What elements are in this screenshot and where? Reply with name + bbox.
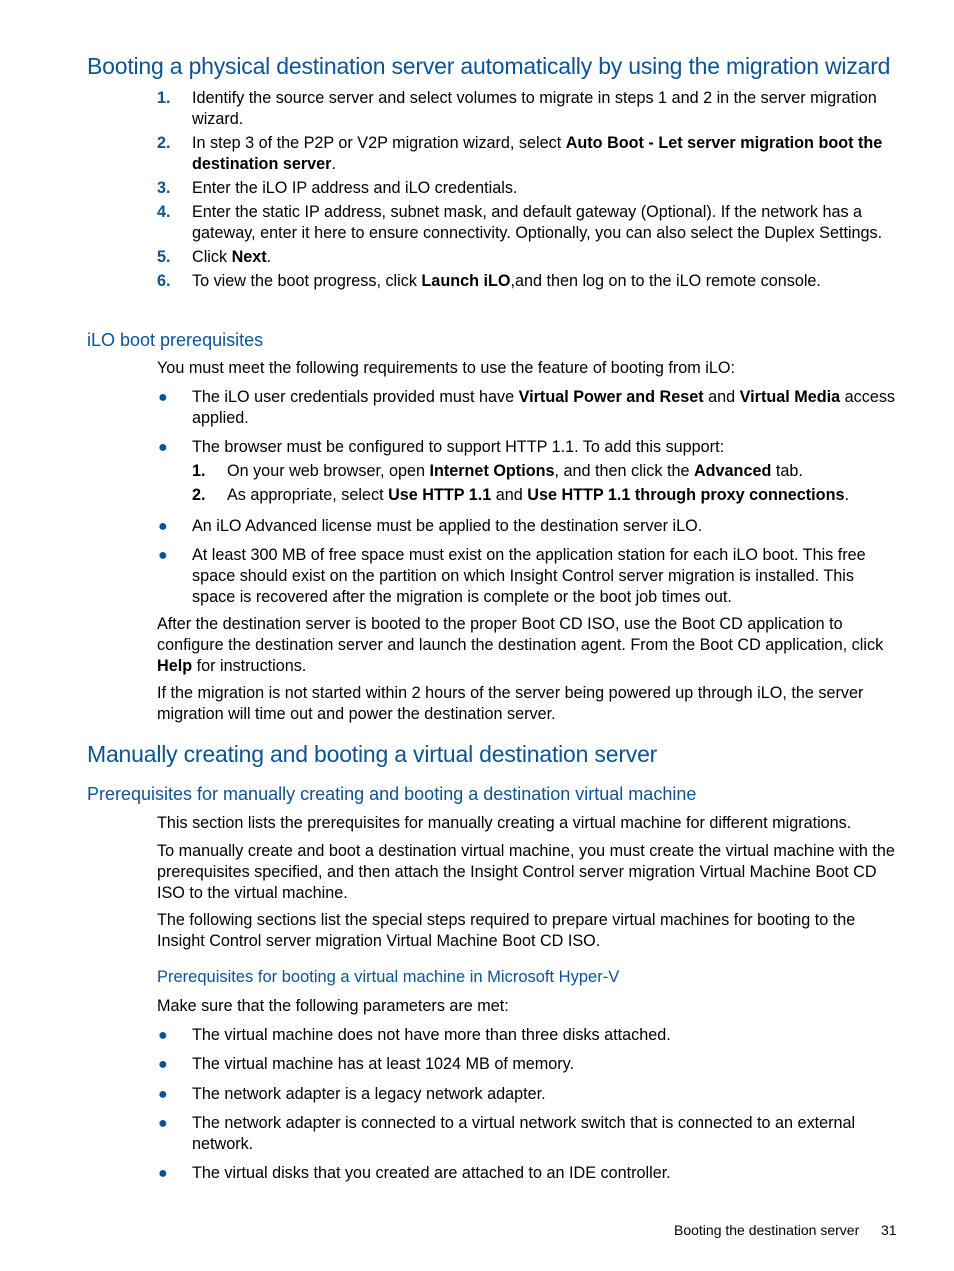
bullet-dot-icon: ●	[158, 389, 168, 406]
hyperv-list	[157, 1025, 899, 1184]
bullet-text: The browser must be configured to support HTTP 1.1. To add this support:	[192, 438, 725, 456]
step-text: In step 3 of the P2P or V2P migration wizard, select	[192, 134, 566, 152]
step-text: Enter the iLO IP address and iLO credentials.	[192, 179, 518, 197]
bullet-dot-icon: ●	[158, 547, 168, 564]
bullet-text: The virtual machine has at least 1024 MB of memory.	[192, 1055, 575, 1073]
step-number: 4.	[157, 203, 171, 221]
bullet-dot-icon: ●	[158, 1165, 168, 1182]
step-number: 1.	[157, 89, 171, 107]
prereq-vm-para3: The following sections list the special steps required to prepare virtual machines for booting to the Insight Control server migration Virtual Machine Boot CD ISO.	[157, 911, 856, 950]
list-item	[157, 437, 899, 506]
substep-number: 2.	[192, 486, 206, 504]
step-text: To view the boot progress, click	[192, 272, 422, 290]
bullet-dot-icon: ●	[158, 1056, 168, 1073]
footer-section-title: Booting the destination server	[674, 1222, 860, 1238]
substep-text: and	[491, 486, 528, 504]
list-item	[192, 461, 899, 482]
bullet-text: The virtual disks that you created are attached to an IDE controller.	[192, 1164, 671, 1182]
ui-label-use-http-proxy: Use HTTP 1.1 through proxy connections	[527, 486, 845, 504]
bullet-text: and	[703, 388, 740, 406]
ui-label-internet-options: Internet Options	[429, 462, 555, 480]
auto-boot-steps	[157, 88, 899, 292]
bullet-text: The network adapter is a legacy network adapter.	[192, 1085, 546, 1103]
bullet-dot-icon: ●	[158, 1027, 168, 1044]
heading-prereq-vm: Prerequisites for manually creating and booting a destination virtual machine	[87, 784, 697, 804]
substep-number: 1.	[192, 462, 206, 480]
list-item	[157, 1025, 899, 1046]
heading-ilo-prerequisites: iLO boot prerequisites	[87, 330, 264, 350]
boot-cd-paragraph	[157, 614, 899, 677]
substep-text: , and then click the	[554, 462, 694, 480]
heading-manual-virtual: Manually creating and booting a virtual destination server	[87, 741, 658, 767]
bullet-text: The iLO user credentials provided must have	[192, 388, 519, 406]
heading-auto-boot: Booting a physical destination server automatically by using the migration wizard	[87, 53, 891, 79]
bullet-dot-icon: ●	[158, 518, 168, 535]
ilo-requirements-list	[157, 387, 899, 608]
list-item	[157, 516, 899, 537]
ui-label-next: Next	[231, 248, 267, 266]
ui-label-virtual-power: Virtual Power and Reset	[518, 388, 704, 406]
paragraph-text: for instructions.	[192, 657, 307, 675]
footer-page-number: 31	[881, 1222, 897, 1238]
step-number: 2.	[157, 134, 171, 152]
paragraph-text: After the destination server is booted to the proper Boot CD ISO, use the Boot CD application to configure the destination server and launch the destination agent. From the Boot CD application, click	[157, 615, 884, 654]
ui-label-help: Help	[157, 657, 193, 675]
prereq-vm-para2: To manually create and boot a destination virtual machine, you must create the virtual machine with the prerequisites specified, and then attach the Insight Control server migration Virtual Machine Boot CD ISO to the virtual machine.	[157, 842, 895, 902]
step-text: .	[266, 248, 272, 266]
list-item	[157, 1113, 899, 1155]
substep-text: .	[844, 486, 849, 504]
list-item	[157, 202, 899, 244]
step-text: .	[331, 155, 336, 173]
ui-label-auto-boot: Auto Boot - Let server migration boot the destination server	[192, 134, 883, 173]
list-item	[192, 485, 899, 506]
step-number: 6.	[157, 272, 171, 290]
step-text: Enter the static IP address, subnet mask, and default gateway (Optional). If the network has a gateway, enter it here to ensure connectivity. Optionally, you can also select the Duplex Settings.	[192, 203, 883, 242]
ui-label-virtual-media: Virtual Media	[739, 388, 841, 406]
step-text: Click	[192, 248, 232, 266]
list-item	[157, 1054, 899, 1075]
step-number: 5.	[157, 248, 171, 266]
bullet-dot-icon: ●	[158, 1115, 168, 1132]
bullet-dot-icon: ●	[158, 439, 168, 456]
step-number: 3.	[157, 179, 171, 197]
list-item	[157, 545, 899, 608]
bullet-text: The network adapter is connected to a virtual network switch that is connected to an external network.	[192, 1114, 856, 1153]
ilo-intro: You must meet the following requirements to use the feature of booting from iLO:	[157, 359, 735, 377]
step-text: Identify the source server and select volumes to migrate in steps 1 and 2 in the server migration wizard.	[192, 89, 877, 128]
list-item	[157, 247, 899, 268]
step-text: ,and then log on to the iLO remote console.	[510, 272, 821, 290]
list-item	[157, 88, 899, 130]
substep-text: On your web browser, open	[227, 462, 430, 480]
prereq-vm-para1: This section lists the prerequisites for manually creating a virtual machine for different migrations.	[157, 814, 852, 832]
bullet-text: At least 300 MB of free space must exist on the application station for each iLO boot. This free space should exist on the partition on which Insight Control server migration is installed. This space is recovered after the migration is complete or the boot job times out.	[192, 546, 866, 606]
ui-label-use-http: Use HTTP 1.1	[388, 486, 492, 504]
list-item	[157, 178, 899, 199]
bullet-text: The virtual machine does not have more than three disks attached.	[192, 1026, 671, 1044]
bullet-text: An iLO Advanced license must be applied to the destination server iLO.	[192, 517, 703, 535]
substep-text: tab.	[771, 462, 803, 480]
timeout-paragraph: If the migration is not started within 2 hours of the server being powered up through iLO, the server migration will time out and power the destination server.	[157, 684, 864, 723]
ui-label-launch-ilo: Launch iLO	[421, 272, 511, 290]
bullet-text: access applied.	[192, 388, 896, 427]
list-item	[157, 1163, 899, 1184]
list-item	[157, 133, 899, 175]
ui-label-advanced: Advanced	[693, 462, 772, 480]
http-substeps	[192, 461, 899, 506]
hyperv-intro: Make sure that the following parameters are met:	[157, 997, 509, 1015]
list-item	[157, 271, 899, 292]
list-item	[157, 1084, 899, 1105]
heading-hyperv: Prerequisites for booting a virtual machine in Microsoft Hyper-V	[157, 968, 620, 986]
substep-text: As appropriate, select	[227, 486, 389, 504]
bullet-dot-icon: ●	[158, 1086, 168, 1103]
list-item	[157, 387, 899, 429]
